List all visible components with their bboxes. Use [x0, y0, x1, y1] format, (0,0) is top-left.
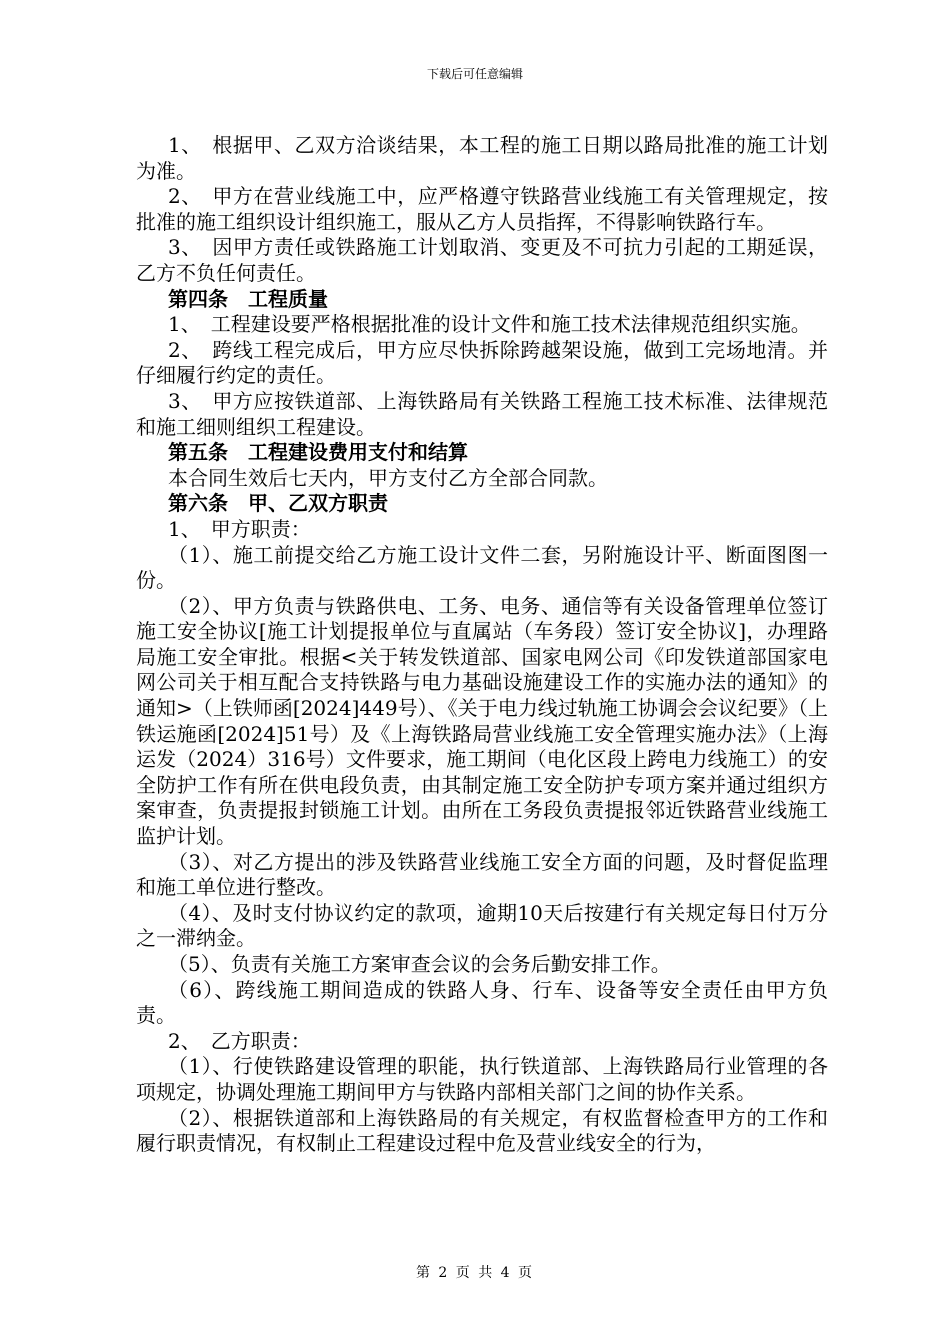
- paragraph: （2）、根据铁道部和上海铁路局的有关规定，有权监督检查甲方的工作和履行职责情况，有权制止工程建设过程中危及营业线安全的行为，: [136, 1105, 828, 1156]
- paragraph: （1）、施工前提交给乙方施工设计文件二套，另附施设计平、断面图图一份。: [136, 542, 828, 593]
- paragraph: 3、 甲方应按铁道部、上海铁路局有关铁路工程施工技术标准、法律规范和施工细则组织工程建设。: [136, 388, 828, 439]
- paragraph: （6）、跨线施工期间造成的铁路人身、行车、设备等安全责任由甲方负责。: [136, 977, 828, 1028]
- paragraph: 1、 工程建设要严格根据批准的设计文件和施工技术法律规范组织实施。: [168, 312, 811, 337]
- paragraph: 1、 根据甲、乙双方洽谈结果，本工程的施工日期以路局批准的施工计划为准。: [136, 133, 828, 183]
- paragraph: 2、 甲方在营业线施工中，应严格遵守铁路营业线施工有关管理规定，按批准的施工组织设计组织施工，服从乙方人员指挥，不得影响铁路行车。: [136, 184, 828, 234]
- document-body: [136, 133, 828, 1157]
- page-number-footer: 第 2 页 共 4 页: [415, 1265, 535, 1281]
- paragraph: （3）、对乙方提出的涉及铁路营业线施工安全方面的问题，及时督促监理和施工单位进行整改。: [136, 849, 828, 900]
- page-header: 下载后可任意编辑: [426, 67, 523, 81]
- paragraph: （2）、甲方负责与铁路供电、工务、电务、通信等有关设备管理单位签订施工安全协议[施工计划提报单位与直属站（车务段）签订安全协议]，办理路局施工安全审批。根据<关于转发铁道部、国家电网公司《印发铁道部国家电网公司关于相互配合支持铁路与电力基础设施建设工作的实施办法的通知》的通知>（上铁师函[2024]449号）、《关于电力线过轨施工协调会会议纪要》（上铁运施函[2024]51号）及《上海铁路局营业线施工安全管理实施办法》（上海运发（2024）316号）文件要求，施工期间（电化区段上跨电力线施工）的安全防护工作有所在供电段负责，由其制定施工安全防护专项方案并通过组织方案审查，负责提报封锁施工计划。由所在工务段负责提报邻近铁路营业线施工监护计划。: [136, 593, 828, 849]
- paragraph: 3、 因甲方责任或铁路施工计划取消、变更及不可抗力引起的工期延误，乙方不负任何责任。: [136, 235, 828, 285]
- section-heading: 第四条 工程质量: [168, 286, 328, 311]
- section-heading: 第六条 甲、乙双方职责: [168, 491, 388, 516]
- paragraph: 1、 甲方职责：: [168, 516, 311, 541]
- paragraph: 2、 跨线工程完成后，甲方应尽快拆除跨越架设施，做到工完场地清。并仔细履行约定的责任。: [136, 337, 828, 388]
- section-heading: 第五条 工程建设费用支付和结算: [168, 440, 468, 465]
- paragraph: （5）、负责有关施工方案审查会议的会务后勤安排工作。: [168, 952, 671, 976]
- paragraph: 2、 乙方职责：: [168, 1028, 311, 1053]
- paragraph: 本合同生效后七天内，甲方支付乙方全部合同款。: [168, 465, 608, 490]
- paragraph: （1）、行使铁路建设管理的职能，执行铁道部、上海铁路局行业管理的各项规定，协调处理施工期间甲方与铁路内部相关部门之间的协作关系。: [136, 1054, 828, 1104]
- paragraph: （4）、及时支付协议约定的款项，逾期10天后按建行有关规定每日付万分之一滞纳金。: [136, 900, 828, 951]
